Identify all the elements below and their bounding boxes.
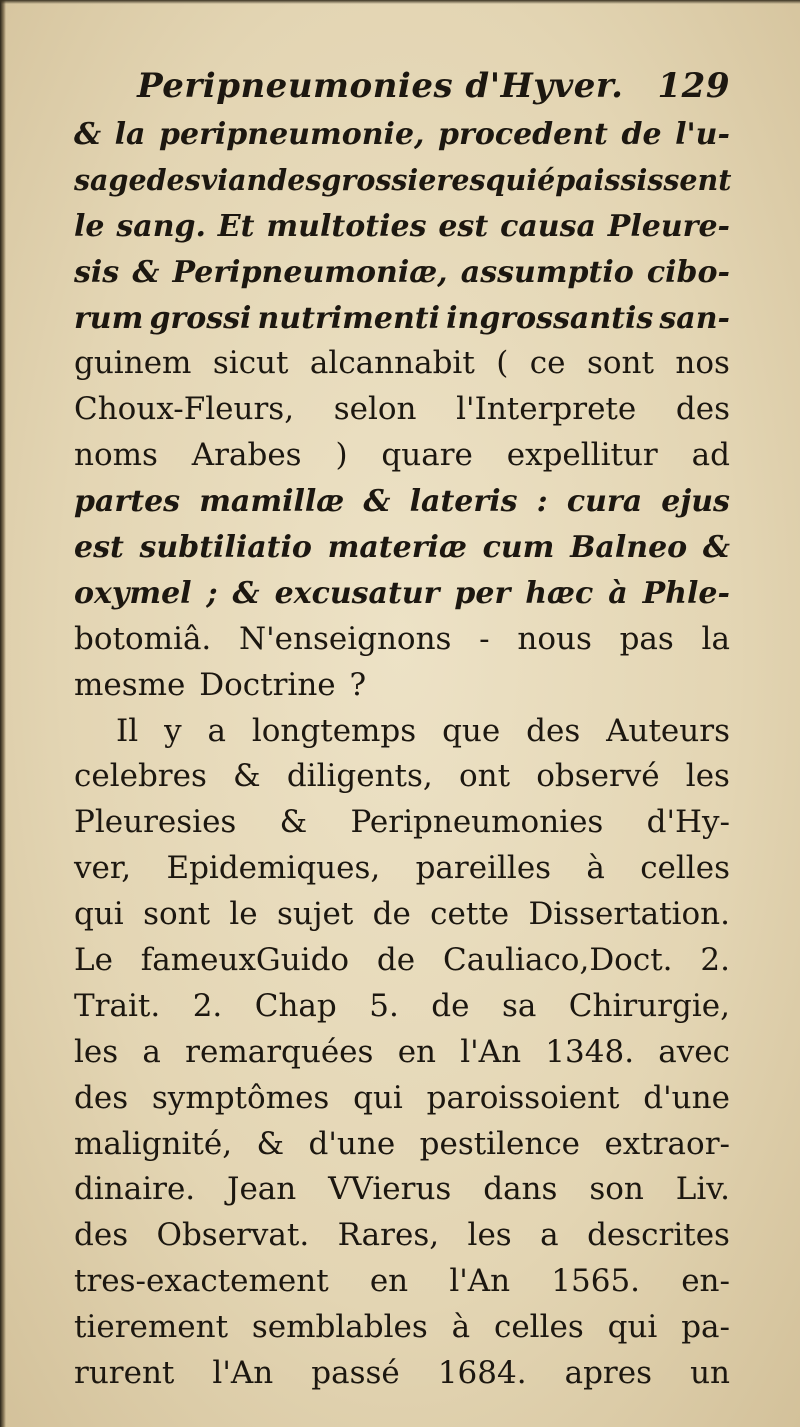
text-line: est subtiliatio materiæ cum Balneo & xyxy=(74,530,730,566)
text-line: noms Arabes ) quare expellitur ad xyxy=(74,437,730,474)
text-line: ver, Epidemiques, pareilles à celles xyxy=(74,850,730,887)
text-line: guinem sicut alcannabit ( ce sont nos xyxy=(74,345,730,382)
text-line: rurent l'An passé 1684. apres un xyxy=(74,1355,730,1392)
text-line: sage des viandes grossieres qui épaississent xyxy=(74,162,732,197)
text-line: Le fameuxGuido de Cauliaco,Doct. 2. xyxy=(74,942,730,979)
text-line: Choux-Fleurs, selon l'Interprete des xyxy=(74,391,730,428)
text-line: & la peripneumonie, procedent de l'u- xyxy=(74,117,730,152)
text-line: celebres & diligents, ont observé les xyxy=(74,758,730,795)
text-line: partes mamillæ & lateris : cura ejus xyxy=(74,484,730,520)
text-line: le sang. Et multoties est causa Pleure- xyxy=(74,208,730,244)
text-line: rum grossi nutrimenti ingrossantis san- xyxy=(74,300,730,336)
text-line: sis & Peripneumoniæ, assumptio cibo- xyxy=(74,254,730,290)
paragraph-start-line: Il y a longtemps que des Auteurs xyxy=(116,712,730,749)
text-line: des Observat. Rares, les a descrites xyxy=(74,1217,730,1254)
text-line: mesme Doctrine ? xyxy=(74,666,367,703)
text-line: des symptômes qui paroissoient d'une xyxy=(74,1079,730,1116)
page-header xyxy=(74,66,730,112)
text-line: botomiâ. N'enseignons - nous pas la xyxy=(74,620,730,657)
text-line: Trait. 2. Chap 5. de sa Chirurgie, xyxy=(74,987,730,1024)
text-line: les a remarquées en l'An 1348. avec xyxy=(74,1033,730,1070)
text-line: malignité, & d'une pestilence extraor- xyxy=(74,1125,730,1162)
text-line: tierement semblables à celles qui pa- xyxy=(74,1309,730,1346)
running-title: Peripneumonies d'Hyver. xyxy=(137,66,624,106)
text-line: dinaire. Jean VVierus dans son Liv. xyxy=(74,1171,730,1208)
text-line: oxymel ; & excusatur per hæc à Phle- xyxy=(74,575,730,611)
page-top-shadow xyxy=(0,0,800,4)
text-line: tres-exactement en l'An 1565. en- xyxy=(74,1263,730,1300)
text-line: Pleuresies & Peripneumonies d'Hy- xyxy=(74,804,730,841)
page-number: 129 xyxy=(657,66,730,106)
text-line: qui sont le sujet de cette Dissertation. xyxy=(74,896,730,933)
text-block xyxy=(74,66,730,1397)
page-edge-shadow xyxy=(0,0,6,1427)
